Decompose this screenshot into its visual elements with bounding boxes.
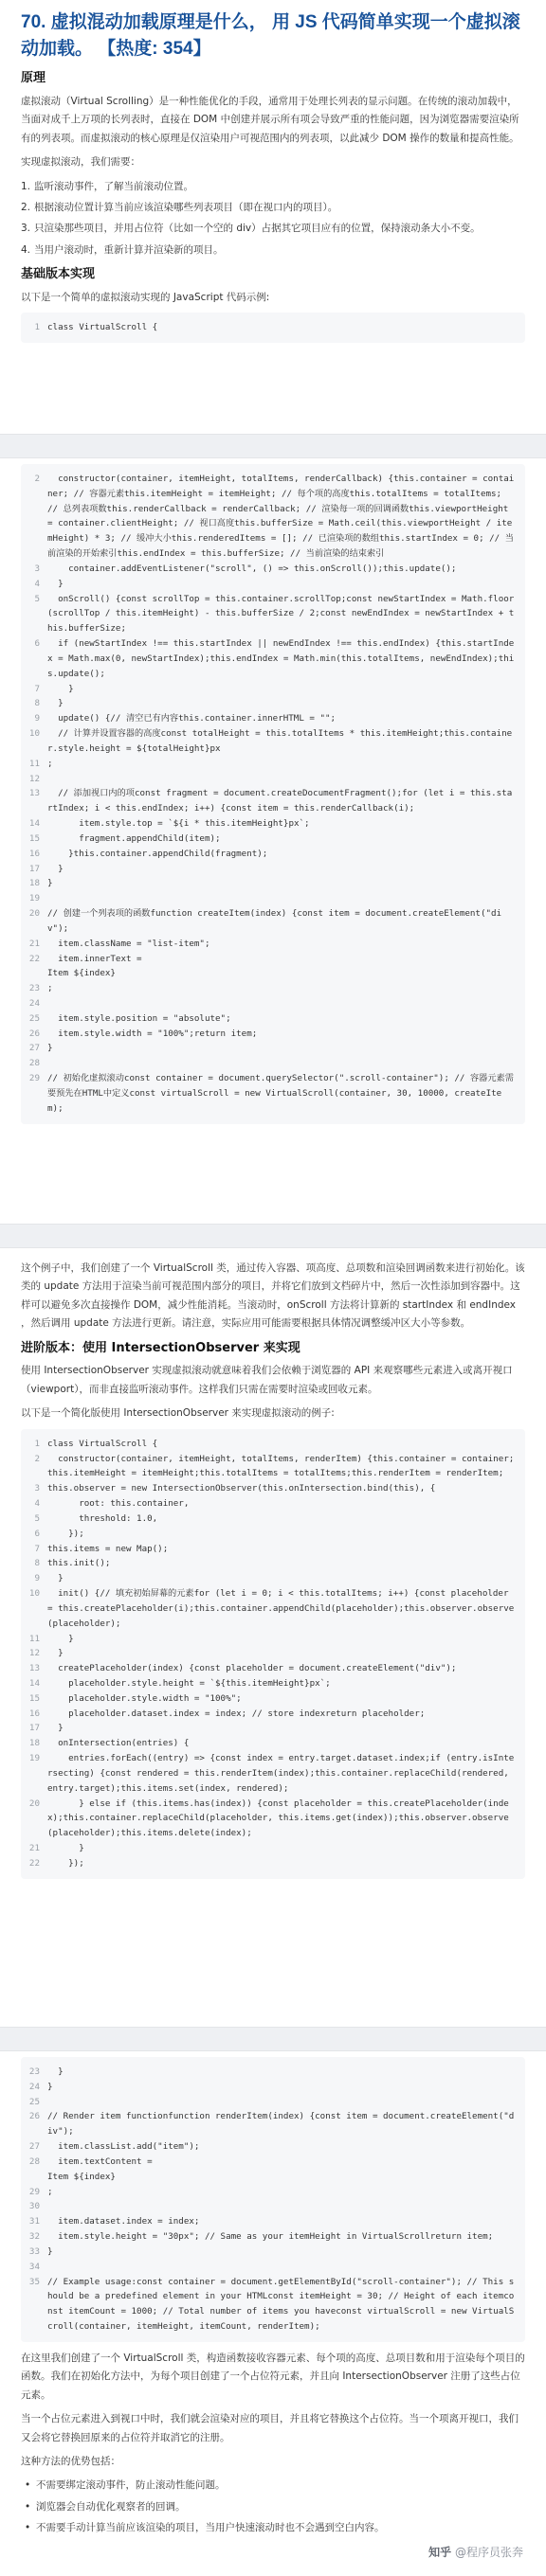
line-number: 28: [28, 1058, 40, 1069]
heading-basic-version: 基础版本实现: [21, 267, 96, 282]
code-line: [27, 472, 516, 562]
code-text: this.init();: [47, 1558, 111, 1569]
code-line: [27, 711, 516, 726]
line-number: 15: [28, 832, 40, 844]
bullet-icon: •: [25, 2500, 31, 2513]
code-line: [27, 772, 516, 787]
line-number: 9: [34, 1573, 40, 1584]
line-number: 1: [34, 322, 40, 333]
line-number: 13: [28, 1663, 40, 1674]
line-number: 13: [28, 788, 40, 799]
code-text: threshold: 1.0,: [47, 1512, 158, 1524]
article-section-intro: [0, 0, 546, 491]
code-text: });: [47, 1857, 84, 1869]
code-text: item.style.width = "100%";return item;: [47, 1028, 258, 1039]
code-text: }: [47, 2081, 53, 2092]
line-number: 29: [28, 1073, 40, 1084]
heading-principle: 原理: [21, 71, 46, 86]
line-number: 11: [28, 1633, 40, 1644]
line-number: 10: [28, 728, 40, 740]
code-line: [27, 1071, 516, 1116]
code-text: placeholder.style.width = "100%";: [47, 1692, 242, 1704]
section-separator: [0, 434, 546, 458]
line-number: 18: [28, 1738, 40, 1749]
code-line: [27, 2095, 516, 2110]
code-text: }: [47, 878, 53, 889]
code-line: [27, 2155, 516, 2170]
line-number: 17: [28, 1723, 40, 1734]
line-number: 1: [34, 1438, 40, 1449]
advantage-item: [21, 2498, 525, 2516]
code-line: [27, 1542, 516, 1557]
code-text: ;: [47, 758, 53, 769]
code-text: }: [47, 1573, 64, 1584]
code-text: [47, 996, 516, 1011]
section-separator: [0, 1224, 546, 1248]
code-text: item.style.height = "30px"; // Same as your itemHeight in VirtualScrollreturn item;: [47, 2231, 494, 2243]
code-text: [47, 772, 516, 787]
line-number: 12: [28, 773, 40, 784]
article-section-summary: [0, 2057, 546, 2576]
code-line: [27, 682, 516, 697]
code-text: [47, 2199, 516, 2214]
code-line: [27, 1646, 516, 1661]
line-number: 23: [28, 983, 40, 994]
line-number: 5: [34, 1512, 40, 1524]
code-text: this.items = new Map();: [47, 1543, 169, 1554]
line-number: 16: [28, 1708, 40, 1719]
code-block: [21, 1429, 525, 1879]
code-line: [27, 996, 516, 1011]
line-number: 15: [28, 1692, 40, 1704]
line-number: 32: [28, 2231, 40, 2243]
article-section-advanced: [0, 1260, 546, 2027]
code-text: }: [47, 2245, 53, 2257]
code-text: }: [47, 683, 74, 694]
advanced-example-intro: 以下是一个简化版使用 IntersectionObserver 来实现虚拟滚动的例子:: [21, 1407, 335, 1420]
line-number: 16: [28, 848, 40, 859]
advantage-text: 浏览器会自动优化观察者的回调。: [36, 2500, 186, 2513]
basic-paragraph: 以下是一个简单的虚拟滚动实现的 JavaScript 代码示例:: [21, 292, 270, 304]
code-line: [27, 1452, 516, 1482]
code-text: ;: [47, 2186, 53, 2197]
line-number: 31: [28, 2216, 40, 2227]
code-text: }: [47, 1843, 84, 1854]
code-block: [21, 313, 525, 343]
code-line: [27, 1512, 516, 1527]
code-text: [47, 2095, 516, 2110]
line-number: 20: [28, 1798, 40, 1809]
line-number: 4: [34, 578, 40, 589]
code-text: init() {// 填充初始屏幕的元素for (let i = 0; i < this.totalItems; i++) {const placeholder = this.createPlaceholder(i);this.container.appendChild(placeholder);this.observer.observe(placeholder);: [47, 1588, 515, 1629]
code-line: [27, 816, 516, 832]
code-line: [27, 2109, 516, 2139]
code-line: [27, 876, 516, 891]
code-line: [27, 2229, 516, 2245]
line-number: 28: [28, 2156, 40, 2167]
explanation-paragraph: 这个例子中，我们创建了一个 VirtualScroll 类，通过传入容器、项高度、总项数和渲染回调函数来进行初始化。该类的 update 方法用于渲染当前可视范围内部分的项目，并将它们放到文档碎片中，然后一次性添加到容器中。这样可以避免多次直接操作 DOM，减少性能消耗。当滚动时，onScroll 方法将计算新的 startIndex 和 endIndex ，然后调用 update 方法进行更新。请注意，实际应用可能需要根据具体情况调整缓冲区大小等参数。: [21, 1262, 525, 1330]
code-text: item.textContent =: [47, 2156, 158, 2167]
code-line: [27, 2080, 516, 2095]
code-line: [27, 1496, 516, 1512]
code-line: [27, 1056, 516, 1071]
code-line: [27, 1797, 516, 1841]
step-number: 1.: [21, 180, 31, 192]
code-text: item.innerText =: [47, 953, 148, 964]
code-text: }: [47, 2066, 64, 2077]
line-number: 8: [34, 1558, 40, 1569]
code-line: [27, 2170, 516, 2185]
code-line: [27, 2214, 516, 2229]
line-number: 21: [28, 938, 40, 949]
code-text: }: [47, 1648, 64, 1659]
steps-list: [21, 178, 525, 260]
code-line: [27, 1721, 516, 1736]
code-text: [47, 1056, 516, 1071]
line-number: 8: [34, 698, 40, 709]
advantage-text: 不需要手动计算当前应该渲染的项目，当用户快速滚动时也不会遇到空白内容。: [36, 2522, 385, 2534]
code-line: [27, 1011, 516, 1027]
code-text: class VirtualScroll {: [47, 1438, 158, 1449]
section-separator: [0, 2027, 546, 2051]
code-line: [27, 952, 516, 967]
line-number: 26: [28, 2111, 40, 2122]
code-text: // 计算并设置容器的高度const totalHeight = this.totalItems * this.itemHeight;this.container.style.height = ${totalHeight}px: [47, 728, 513, 754]
code-block: [21, 464, 525, 1124]
line-number: 23: [28, 2066, 40, 2077]
line-number: [27, 966, 47, 981]
code-line: [27, 592, 516, 636]
line-number: 25: [28, 2096, 40, 2107]
code-text: } else if (this.items.has(index)) {const placeholder = this.createPlaceholder(index);this.container.replaceChild(placeholder, this.items.get(index));this.observer.observe(placeholder);this.items.delete(index);: [47, 1798, 509, 1839]
code-line: [27, 1481, 516, 1496]
code-text: ;: [47, 983, 53, 994]
line-number: 17: [28, 863, 40, 874]
line-number: 6: [34, 638, 40, 650]
code-text: // Render item functionfunction renderItem(index) {const item = document.createElement("div");: [47, 2111, 515, 2138]
code-text: update() {// 清空已有内容this.container.innerHTML = "";: [47, 713, 337, 724]
code-text: fragment.appendChild(item);: [47, 832, 221, 844]
code-line: [27, 847, 516, 862]
summary-paragraph-1: 在这里我们创建了一个 VirtualScroll 类，构造函数接收容器元素、每个项的高度、总项目数和用于渲染每个项目的函数。我们在初始化方法中，为每个项目创建了一个占位符元素，并且向 IntersectionObserver 注册了这些占位元素。: [21, 2352, 525, 2401]
article-section-code-basic: [0, 464, 546, 1222]
code-text: entries.forEach((entry) => {const index = entry.target.dataset.index;if (entry.isIntersecting) {const rendered = this.renderItem(index);this.container.replaceChild(rendered, entry.target);this.items.set(index, rendered);: [47, 1753, 515, 1794]
code-line: [27, 2260, 516, 2275]
line-number: 20: [28, 908, 40, 920]
step-item: [21, 242, 525, 259]
code-line: [27, 1691, 516, 1707]
code-line: [27, 1841, 516, 1856]
code-text: onIntersection(entries) {: [47, 1738, 190, 1749]
code-line: [27, 320, 516, 335]
line-number: 22: [28, 953, 40, 964]
line-number: 19: [28, 893, 40, 904]
code-text: }: [47, 1043, 53, 1054]
line-number: 34: [28, 2261, 40, 2272]
code-line: [27, 1632, 516, 1647]
heading-advanced-version: 进阶版本：使用 IntersectionObserver 来实现: [21, 1340, 300, 1355]
code-line: [27, 2065, 516, 2080]
code-text: constructor(container, itemHeight, totalItems, renderCallback) {this.container = container; // 容器元素this.itemHeight = itemHeight; // 每个项的高度this.totalItems = totalItems; // 总列表项数this.renderCallback = renderCallback; // 渲染每一项的回调函数this.viewportHeight = container.clientHeight; // 视口高度this.bufferSize = Math.ceil(this.viewportHeight / itemHeight) * 3; // 缓冲大小this.renderedItems = []; // 已渲染项的数组this.startIndex = 0; // 当前渲染的开始索引this.endIndex = this.bufferSize; // 当前渲染的结束索引: [47, 474, 515, 560]
code-line: [27, 786, 516, 816]
line-number: 27: [28, 1043, 40, 1054]
step-text: 根据滚动位置计算当前应该渲染哪些列表项目（即在视口内的项目）。: [34, 202, 338, 213]
line-number: 7: [34, 683, 40, 694]
step-item: [21, 178, 525, 196]
code-line: [27, 832, 516, 847]
line-number: 3: [34, 563, 40, 574]
code-text: [47, 891, 516, 906]
code-line: [27, 636, 516, 681]
code-line: [27, 1437, 516, 1452]
line-number: 14: [28, 1678, 40, 1689]
line-number: 19: [28, 1753, 40, 1764]
advantage-text: 不需要绑定滚动事件，防止滚动性能问题。: [36, 2479, 226, 2492]
code-text: if (newStartIndex !== this.startIndex || newEndIndex !== this.endIndex) {this.startIndex = Math.max(0, newStartIndex);this.endIndex = Math.min(this.totalItems, newEndIndex);this.update();: [47, 638, 515, 679]
code-line: [27, 1571, 516, 1586]
code-text: }: [47, 698, 64, 709]
code-line: [27, 1527, 516, 1542]
code-block: [21, 2057, 525, 2342]
code-text: [47, 2260, 516, 2275]
code-text: }: [47, 863, 64, 874]
step-item: [21, 220, 525, 238]
line-number: 6: [34, 1528, 40, 1539]
code-text: }: [47, 1723, 64, 1734]
advantage-item: [21, 2519, 525, 2537]
code-line: [27, 1736, 516, 1751]
code-line: [27, 2275, 516, 2334]
summary-paragraph-2: 当一个占位元素进入到视口中时，我们就会渲染对应的项目，并且将它替换这个占位符。当一个项离开视口，我们又会将它替换回原来的占位符并取消它的注册。: [21, 2413, 519, 2443]
steps-intro: 实现虚拟滚动，我们需要：: [21, 156, 140, 169]
code-text: }: [47, 1633, 74, 1644]
code-line: [27, 2245, 516, 2260]
watermark: [428, 2542, 523, 2563]
code-line: [27, 1027, 516, 1042]
step-number: 2.: [21, 202, 31, 213]
code-text: class VirtualScroll {: [47, 322, 158, 333]
line-number: 7: [34, 1543, 40, 1554]
code-text: // 初始化虚拟滚动const container = document.querySelector(".scroll-container"); // 容器元素需要预先在HTML中定义const virtualScroll = new VirtualScroll(container, 30, 10000, createItem);: [47, 1073, 514, 1114]
code-text: Item ${index}: [47, 2171, 116, 2182]
code-text: }this.container.appendChild(fragment);: [47, 848, 268, 859]
line-number: 2: [34, 474, 40, 484]
code-line: [27, 562, 516, 577]
code-text: constructor(container, itemHeight, totalItems, renderItem) {this.container = container;this.itemHeight = itemHeight;this.totalItems = totalItems;this.renderItem = renderItem;: [47, 1453, 515, 1479]
line-number: 9: [34, 713, 40, 724]
code-line: [27, 1586, 516, 1631]
line-number: 33: [28, 2245, 40, 2257]
code-text: // 创建一个列表项的函数function createItem(index) {const item = document.createElement("div");: [47, 908, 502, 934]
step-number: 3.: [21, 223, 31, 235]
code-line: [27, 1661, 516, 1676]
code-line: [27, 726, 516, 757]
line-number: [27, 2170, 47, 2185]
code-line: [27, 1041, 516, 1056]
code-text: item.style.top = `${i * this.itemHeight}px`;: [47, 818, 310, 830]
code-line: [27, 937, 516, 952]
code-line: [27, 1676, 516, 1691]
step-item: [21, 199, 525, 217]
line-number: 14: [28, 818, 40, 830]
code-line: [27, 1856, 516, 1871]
code-text: Item ${index}: [47, 968, 116, 979]
bullet-icon: •: [25, 2479, 31, 2492]
advantages-list: [21, 2477, 525, 2537]
line-number: 4: [34, 1498, 40, 1510]
line-number: 5: [34, 593, 40, 604]
advantages-intro: 这种方法的优势包括：: [21, 2456, 120, 2468]
code-line: [27, 862, 516, 877]
code-line: [27, 1707, 516, 1722]
step-number: 4.: [21, 243, 31, 256]
code-line: [27, 757, 516, 772]
line-number: 21: [28, 1843, 40, 1854]
code-text: this.observer = new IntersectionObserver(this.onIntersection.bind(this), {: [47, 1483, 436, 1494]
code-text: // 添加视口内的项const fragment = document.createDocumentFragment();for (let i = this.startIndex; i < this.endIndex; i++) {const item = this.renderCallback(i);: [47, 788, 513, 814]
line-number: 12: [28, 1648, 40, 1659]
line-number: 2: [34, 1453, 40, 1464]
code-text: container.addEventListener("scroll", () => this.onScroll());this.update();: [47, 563, 457, 574]
line-number: 29: [28, 2186, 40, 2197]
step-text: 当用户滚动时，重新计算并渲染新的项目。: [34, 243, 224, 256]
code-text: // Example usage:const container = document.getElementById("scroll-container"); // This should be a predefined element in your HTMLconst itemHeight = 30; // Height of each itemconst itemCount = 1000; // Total number of items you haveconst virtualScroll = new VirtualScroll(container, itemHeight, itemCount, renderItem);: [47, 2276, 515, 2333]
line-number: 35: [28, 2276, 40, 2287]
code-line: [27, 1556, 516, 1571]
line-number: 25: [28, 1012, 40, 1024]
advanced-paragraph: 使用 IntersectionObserver 实现虚拟滚动就意味着我们会依赖于浏览器的 API 来观察哪些元素进入或离开视口（viewport），而非直接监听滚动事件。这样我们只需在需要时渲染或回收元素。: [21, 1365, 513, 1395]
code-text: item.classList.add("item");: [47, 2141, 200, 2153]
line-number: 18: [28, 878, 40, 889]
article-title: 70. 虚拟混动加载原理是什么， 用 JS 代码简单实现一个虚拟滚动加载。 【热度: 354】: [21, 12, 520, 59]
step-text: 只渲染那些项目，并用占位符（比如一个空的 div）占据其它项目应有的位置，保持滚动条大小不变。: [34, 223, 481, 235]
code-text: item.dataset.index = index;: [47, 2216, 200, 2227]
line-number: 11: [28, 758, 40, 769]
code-text: placeholder.dataset.index = index; // store indexreturn placeholder;: [47, 1708, 426, 1719]
code-text: onScroll() {const scrollTop = this.container.scrollTop;const newStartIndex = Math.floor(scrollTop / this.itemHeight) - this.bufferSize / 2;const newEndIndex = newStartIndex + this.bufferSize;: [47, 593, 515, 635]
code-line: [27, 891, 516, 906]
line-number: 24: [28, 2081, 40, 2092]
line-number: 26: [28, 1028, 40, 1039]
code-line: [27, 981, 516, 996]
line-number: 22: [28, 1857, 40, 1869]
code-line: [27, 696, 516, 711]
code-line: [27, 966, 516, 981]
code-line: [27, 2139, 516, 2155]
watermark-site: 知乎: [428, 2545, 452, 2559]
code-text: });: [47, 1528, 84, 1539]
line-number: 3: [34, 1483, 40, 1494]
watermark-user: @程序员张奔: [454, 2545, 523, 2559]
step-text: 监听滚动事件，了解当前滚动位置。: [34, 180, 193, 192]
line-number: 30: [28, 2201, 40, 2212]
line-number: 24: [28, 997, 40, 1009]
code-text: }: [47, 578, 64, 589]
line-number: 10: [28, 1588, 40, 1600]
code-text: placeholder.style.height = `${this.itemHeight}px`;: [47, 1678, 331, 1689]
intro-paragraph: 虚拟滚动（Virtual Scrolling）是一种性能优化的手段，通常用于处理长列表的显示问题。在传统的滚动加载中，当面对成千上万项的长列表时，直接在 DOM 中创建并展示所有项会导致严重的性能问题，因为浏览器需要渲染所有的列表项。而虚拟滚动的核心原理是仅渲染用户可视范围内的列表项，以此减少 DOM 操作的数量和提高性能。: [21, 95, 519, 144]
code-text: root: this.container,: [47, 1498, 190, 1510]
code-text: createPlaceholder(index) {const placeholder = document.createElement("div");: [47, 1663, 457, 1674]
code-line: [27, 2185, 516, 2200]
code-line: [27, 906, 516, 937]
code-line: [27, 2199, 516, 2214]
code-line: [27, 577, 516, 592]
code-line: [27, 1751, 516, 1796]
code-text: item.style.position = "absolute";: [47, 1012, 231, 1024]
line-number: 27: [28, 2141, 40, 2153]
code-text: item.className = "list-item";: [47, 938, 210, 949]
bullet-icon: •: [25, 2522, 31, 2534]
advantage-item: [21, 2477, 525, 2495]
